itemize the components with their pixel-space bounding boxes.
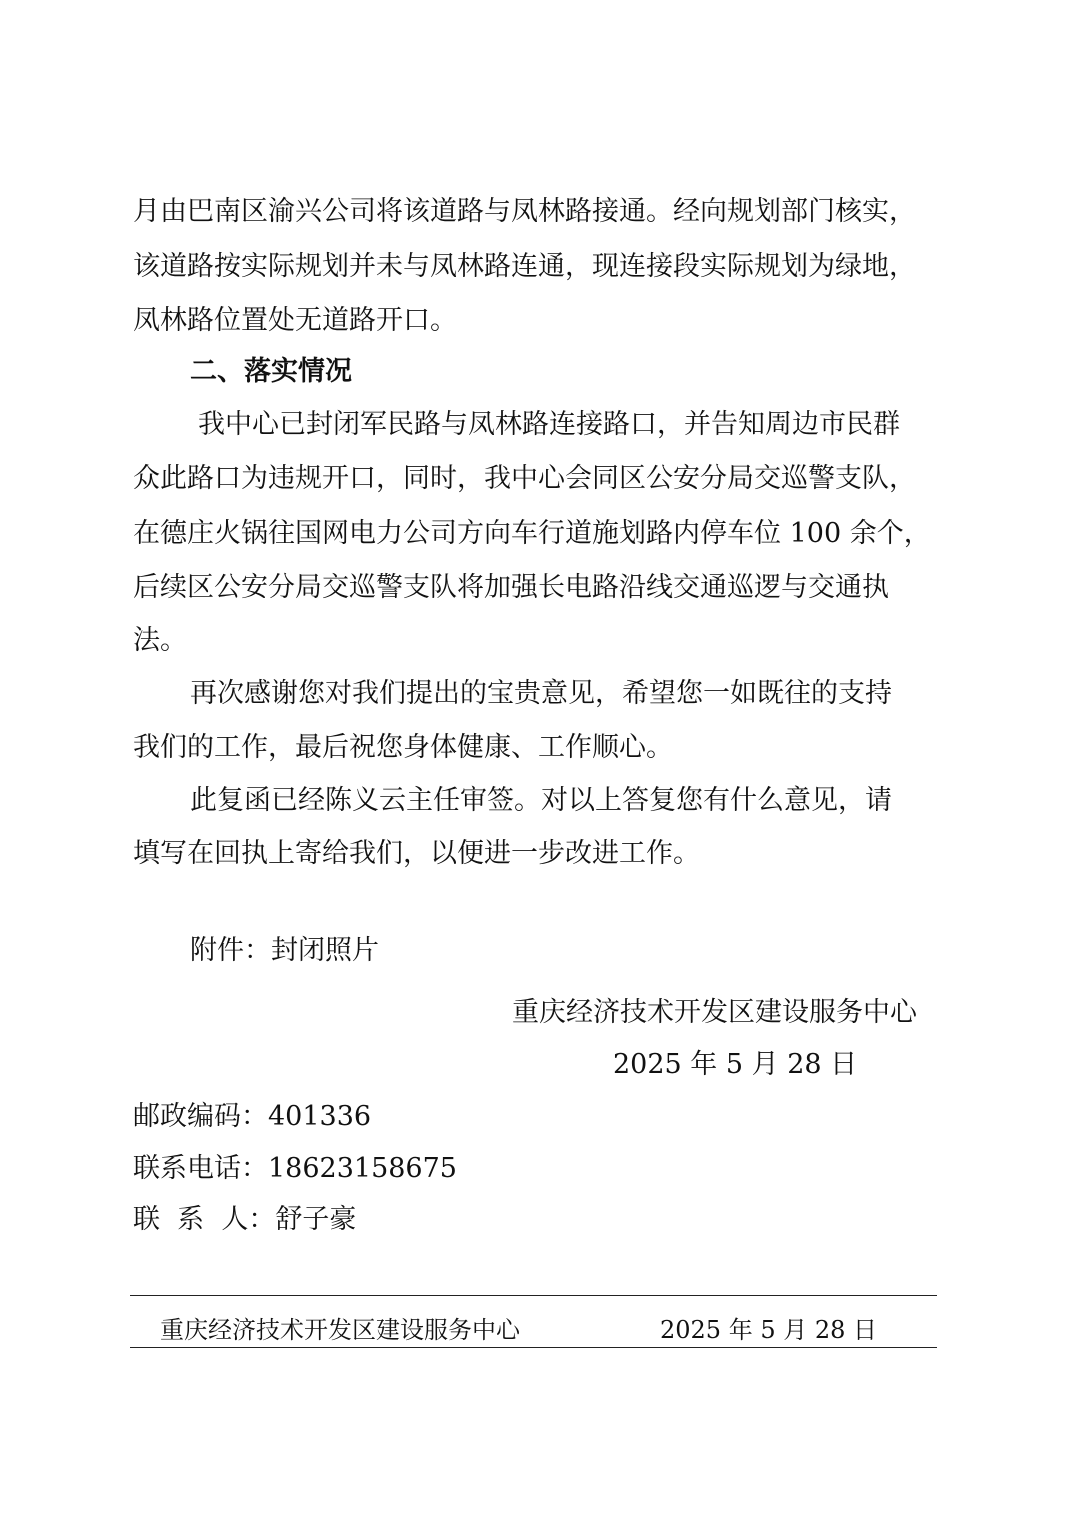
contact-person-name: 舒子豪	[275, 1204, 357, 1235]
footer-date: 2025 年 5 月 28 日	[660, 1316, 878, 1344]
footer-org: 重庆经济技术开发区建设服务中心	[160, 1316, 520, 1344]
body-line: 后续区公安分局交巡警支队将加强长电路沿线交通巡逻与交通执	[133, 572, 889, 603]
body-line: 我中心已封闭军民路与凤林路连接路口，并告知周边市民群	[198, 409, 900, 440]
body-line: 该道路按实际规划并未与凤林路连通，现连接段实际规划为绿地，	[133, 251, 916, 282]
footer-bottom-rule	[130, 1347, 937, 1348]
signature-date: 2025 年 5 月 28 日	[613, 1049, 858, 1080]
body-line: 填写在回执上寄给我们，以便进一步改进工作。	[133, 838, 700, 869]
body-line: 凤林路位置处无道路开口。	[133, 305, 457, 336]
footer-top-rule	[130, 1295, 937, 1296]
body-line: 此复函已经陈义云主任审签。对以上答复您有什么意见，请	[190, 785, 892, 816]
contact-person	[133, 1204, 356, 1236]
contact-postcode: 邮政编码：401336	[133, 1101, 372, 1132]
body-line: 月由巴南区渝兴公司将该道路与凤林路接通。经向规划部门核实，	[133, 196, 916, 227]
body-line: 众此路口为违规开口，同时，我中心会同区公安分局交巡警支队，	[133, 463, 916, 494]
contact-phone: 联系电话：18623158675	[133, 1153, 457, 1184]
section-heading: 二、落实情况	[190, 356, 352, 387]
body-line: 在德庄火锅往国网电力公司方向车行道施划路内停车位 100 余个，	[133, 518, 931, 549]
attachment-line: 附件：封闭照片	[190, 935, 379, 966]
body-line: 再次感谢您对我们提出的宝贵意见，希望您一如既往的支持	[190, 678, 892, 709]
body-line: 法。	[133, 625, 187, 656]
body-line: 我们的工作，最后祝您身体健康、工作顺心。	[133, 732, 673, 763]
signature-org: 重庆经济技术开发区建设服务中心	[512, 997, 917, 1028]
contact-person-label: 联 系 人：	[133, 1204, 276, 1235]
